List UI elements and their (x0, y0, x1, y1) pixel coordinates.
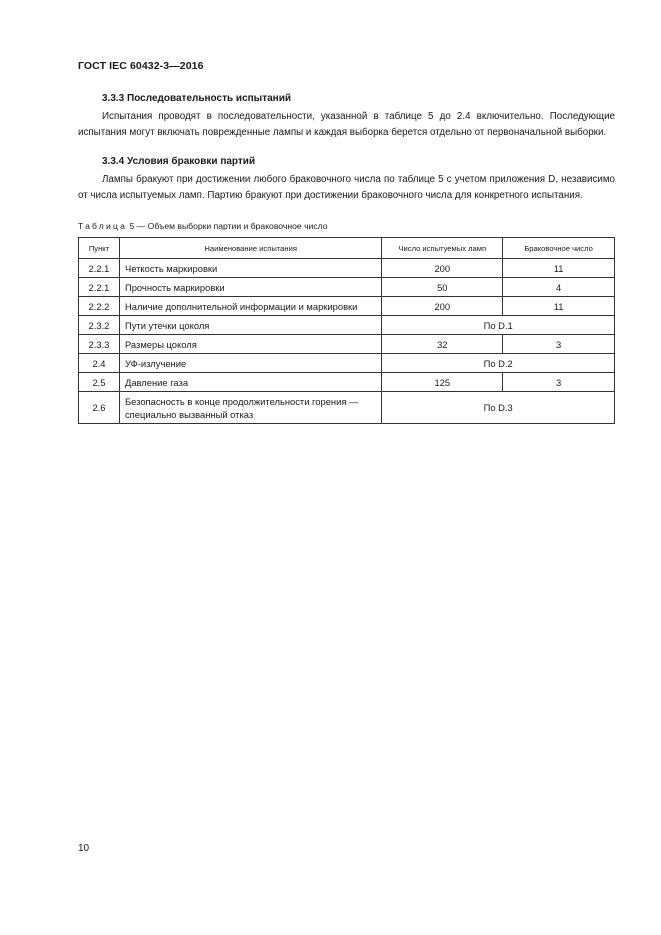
cell-rejects: 11 (503, 259, 615, 278)
cell-clause: 2.2.1 (79, 259, 120, 278)
cell-test-name: Четкость маркировки (119, 259, 381, 278)
column-header-rejects: Браковочное число (503, 238, 615, 259)
cell-clause: 2.6 (79, 392, 120, 424)
document-header: ГОСТ IEC 60432-3—2016 (78, 60, 204, 72)
cell-test-name: УФ-излучение (119, 354, 381, 373)
table-row (79, 316, 615, 335)
cell-test-name: Наличие дополнительной информации и маркировки (119, 297, 381, 316)
section-title: 3.3.4 Условия браковки партий (102, 156, 256, 167)
table-row (79, 259, 615, 278)
section-paragraph: Испытания проводят в последовательности, указанной в таблице 5 до 2.4 включительно. Последующие испытания могут включать поврежденные лампы и каждая выборка берется отдельно от первоначальной выборки. (78, 111, 615, 138)
cell-merged-reference: По D.1 (382, 316, 615, 335)
table-row (79, 335, 615, 354)
table-caption-title: 5 — Объем выборки партии и браковочное число (127, 221, 328, 231)
table-row (79, 392, 615, 424)
cell-clause: 2.5 (79, 373, 120, 392)
section-3-3-4 (78, 156, 615, 203)
column-header-test-name: Наименование испытания (119, 238, 381, 259)
cell-test-name: Безопасность в конце продолжительности горения — специально вызванный отказ (119, 392, 381, 424)
table-caption-prefix: Таблица (78, 221, 128, 231)
cell-clause: 2.2.2 (79, 297, 120, 316)
table-caption (78, 221, 328, 231)
cell-rejects: 3 (503, 335, 615, 354)
cell-test-name: Давление газа (119, 373, 381, 392)
table-row (79, 373, 615, 392)
cell-lamps: 50 (382, 278, 503, 297)
cell-test-name: Размеры цоколя (119, 335, 381, 354)
section-3-3-3 (78, 93, 615, 140)
cell-rejects: 3 (503, 373, 615, 392)
cell-lamps: 200 (382, 259, 503, 278)
cell-merged-reference: По D.2 (382, 354, 615, 373)
cell-lamps: 200 (382, 297, 503, 316)
cell-rejects: 11 (503, 297, 615, 316)
cell-test-name: Пути утечки цоколя (119, 316, 381, 335)
table-header-row (79, 238, 615, 259)
cell-rejects: 4 (503, 278, 615, 297)
cell-clause: 2.2.1 (79, 278, 120, 297)
section-title: 3.3.3 Последовательность испытаний (102, 93, 292, 104)
cell-lamps: 125 (382, 373, 503, 392)
column-header-clause: Пункт (79, 238, 120, 259)
cell-clause: 2.4 (79, 354, 120, 373)
cell-merged-reference: По D.3 (382, 392, 615, 424)
table-row (79, 354, 615, 373)
section-paragraph: Лампы бракуют при достижении любого браковочного числа по таблице 5 с учетом приложения D, независимо от числа испытуемых ламп. Партию бракуют при достижении браковочного числа для конкретного испытания. (78, 174, 615, 201)
table-row (79, 278, 615, 297)
cell-clause: 2.3.2 (79, 316, 120, 335)
sample-size-table (78, 237, 615, 424)
page-number: 10 (78, 843, 90, 854)
cell-test-name: Прочность маркировки (119, 278, 381, 297)
cell-lamps: 32 (382, 335, 503, 354)
table-row (79, 297, 615, 316)
cell-clause: 2.3.3 (79, 335, 120, 354)
column-header-lamps: Число испытуемых ламп (382, 238, 503, 259)
